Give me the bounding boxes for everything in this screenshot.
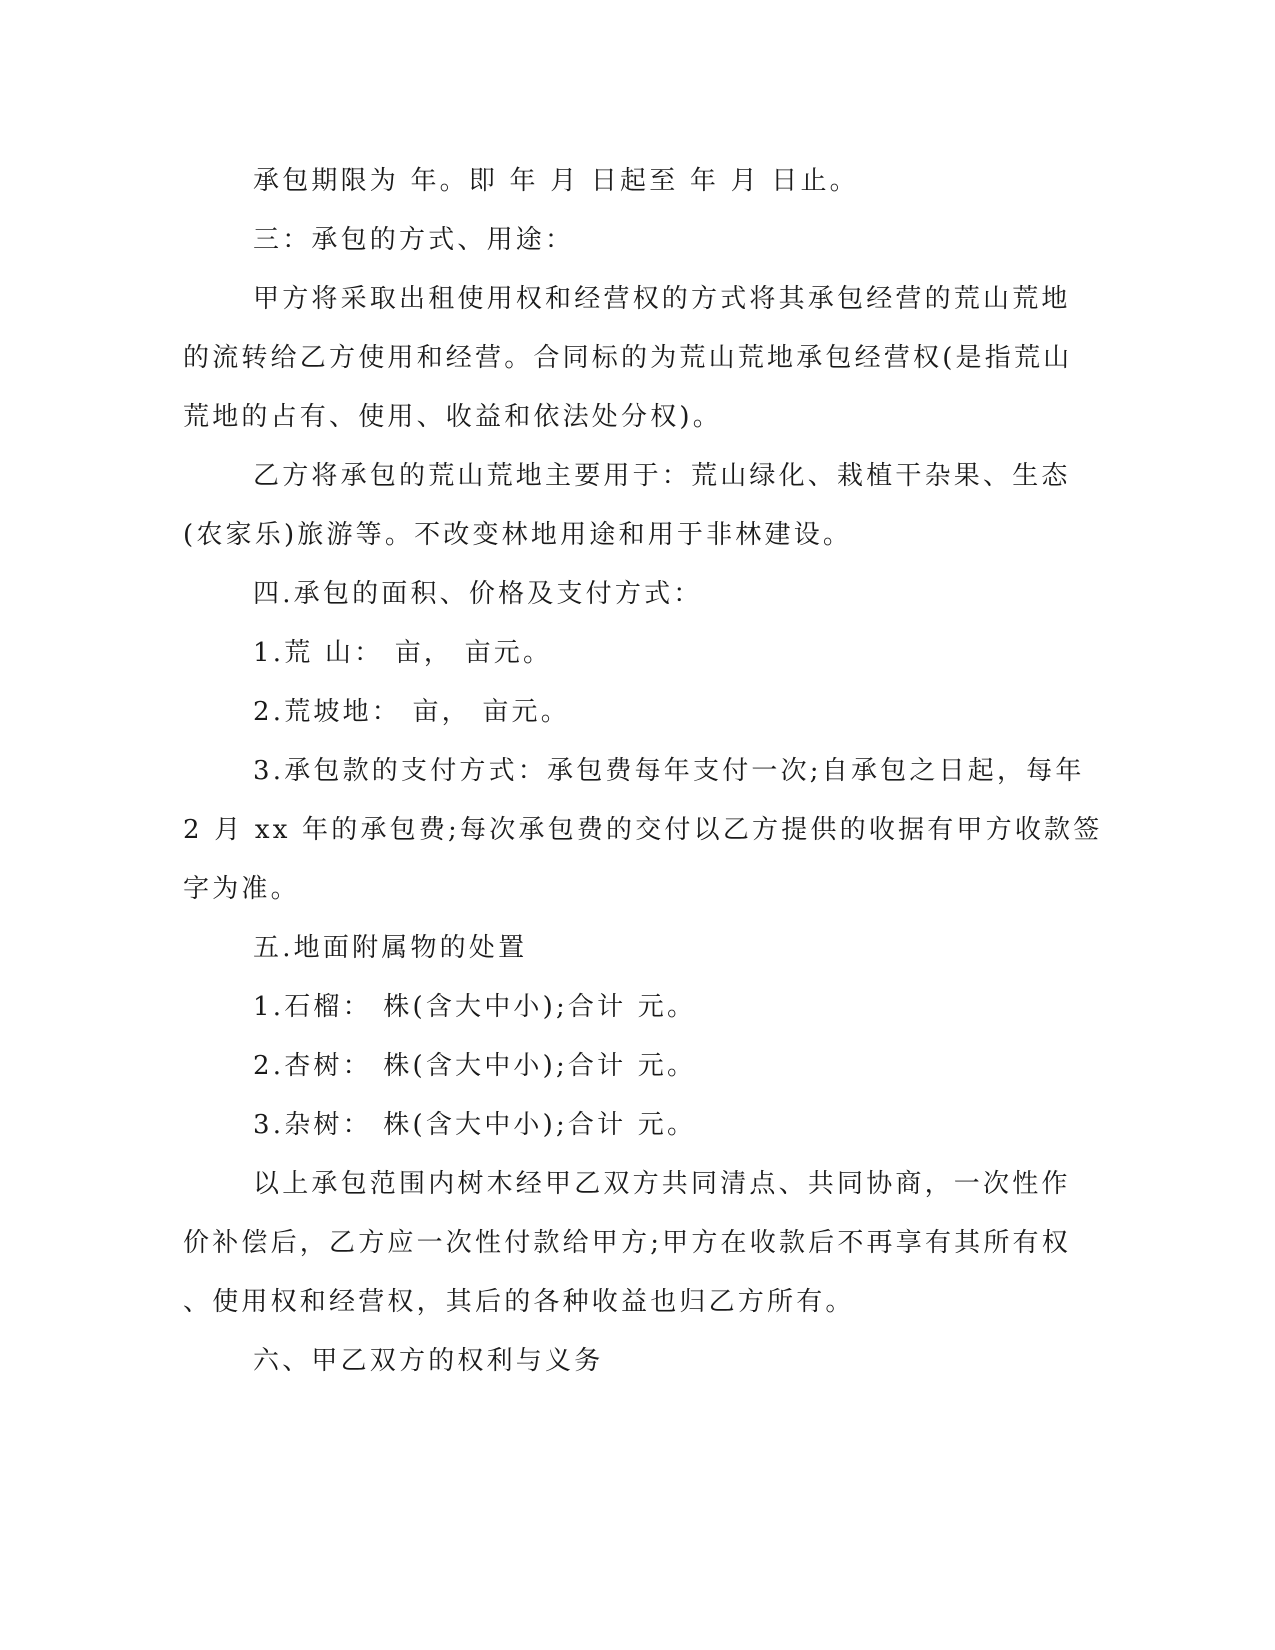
section-6-heading: 六、甲乙双方的权利与义务 — [253, 1346, 604, 1376]
paragraph-line: 荒地的占有、使用、收益和依法处分权)。 — [183, 402, 722, 432]
list-item: 2.荒坡地： 亩， 亩元。 — [253, 697, 570, 727]
list-item: 2.杏树： 株(含大中小);合计 元。 — [253, 1051, 697, 1081]
paragraph-line: 字为准。 — [183, 874, 300, 904]
paragraph-line: 的流转给乙方使用和经营。合同标的为荒山荒地承包经营权(是指荒山 — [183, 343, 1073, 373]
term-period-line: 承包期限为 年。即 年 月 日起至 年 月 日止。 — [253, 166, 859, 196]
list-item: 1.石榴： 株(含大中小);合计 元。 — [253, 992, 697, 1022]
paragraph-line: 2 月 xx 年的承包费;每次承包费的交付以乙方提供的收据有甲方收款签 — [183, 815, 1103, 845]
paragraph-line: 甲方将采取出租使用权和经营权的方式将其承包经营的荒山荒地 — [253, 284, 1071, 314]
section-4-heading: 四.承包的面积、价格及支付方式： — [253, 579, 703, 609]
section-3-heading: 三：承包的方式、用途： — [253, 225, 575, 255]
paragraph-line: 乙方将承包的荒山荒地主要用于：荒山绿化、栽植干杂果、生态 — [253, 461, 1071, 491]
list-item: 1.荒 山： 亩， 亩元。 — [253, 638, 553, 668]
paragraph-line: 价补偿后，乙方应一次性付款给甲方;甲方在收款后不再享有其所有权 — [183, 1228, 1071, 1258]
paragraph-line: 以上承包范围内树木经甲乙双方共同清点、共同协商，一次性作 — [253, 1169, 1071, 1199]
document-body — [183, 152, 1103, 1391]
section-5-heading: 五.地面附属物的处置 — [253, 933, 528, 963]
paragraph-line: 、使用权和经营权，其后的各种收益也归乙方所有。 — [183, 1287, 855, 1317]
paragraph-line: (农家乐)旅游等。不改变林地用途和用于非林建设。 — [183, 520, 853, 550]
list-item: 3.承包款的支付方式：承包费每年支付一次;自承包之日起，每年 — [253, 756, 1085, 786]
list-item: 3.杂树： 株(含大中小);合计 元。 — [253, 1110, 697, 1140]
